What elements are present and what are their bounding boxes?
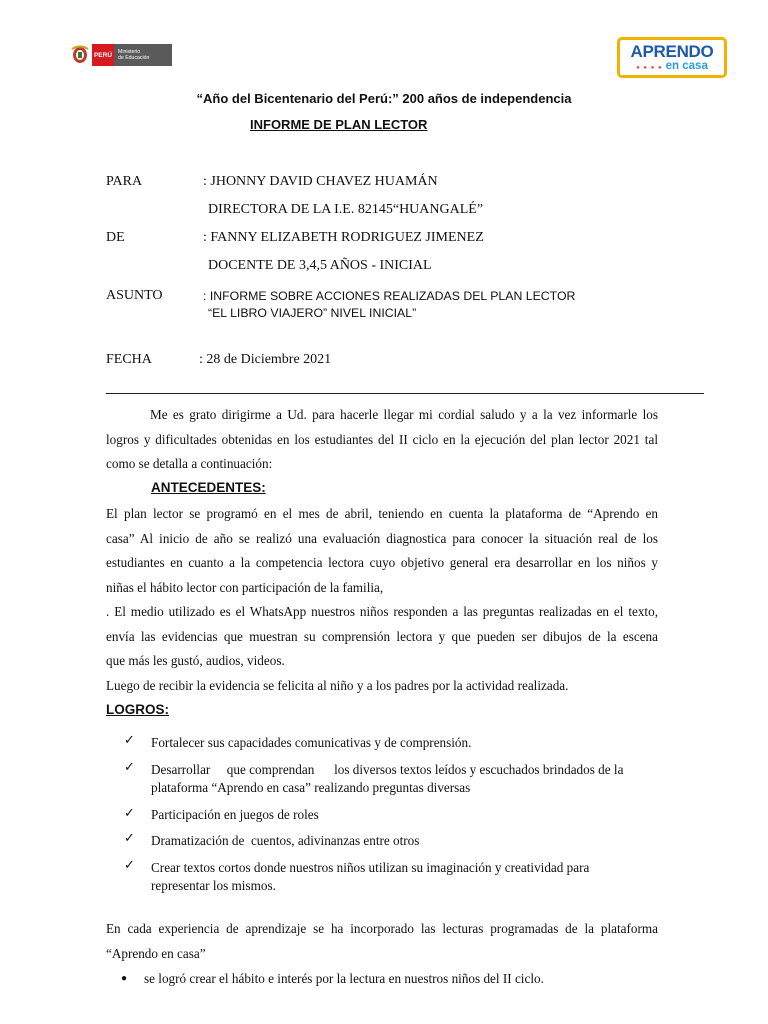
aprendo-logo-line-2: en casa — [665, 60, 708, 72]
logo-dots-icon: ● ● ● ● — [636, 65, 663, 71]
de-line-1: : FANNY ELIZABETH RODRIGUEZ JIMENEZ — [203, 230, 484, 245]
minedu-logo — [70, 44, 172, 66]
ministry-line-1: Ministerio — [118, 49, 141, 55]
antecedentes-line: . El medio utilizado es el WhatsApp nuestros niños responden a las preguntas realizadas en el texto, — [106, 604, 658, 619]
check-icon: ✓ — [124, 830, 135, 845]
check-icon: ✓ — [124, 732, 135, 747]
check-icon: ✓ — [124, 857, 135, 872]
closing-paragraph — [106, 917, 658, 966]
antecedentes-paragraph — [106, 502, 658, 698]
intro-line: Me es grato dirigirme a Ud. para hacerle llegar mi cordial saludo y a la vez informarle los — [150, 407, 658, 422]
peru-label: PERÚ — [92, 44, 114, 66]
report-title: INFORME DE PLAN LECTOR — [250, 117, 428, 132]
antecedentes-line: estudiantes en cuanto a la competencia lectora cuyo objetivo general era desarrollar en los niños y — [106, 555, 658, 570]
fecha-value: : 28 de Diciembre 2021 — [199, 352, 332, 367]
intro-paragraph — [106, 403, 658, 477]
fecha-label: FECHA — [106, 352, 152, 367]
bullet-icon: ● — [121, 973, 128, 984]
antecedentes-line: envía las evidencias que muestran su comprensión lectora y que pueden ser dibujos de la escena — [106, 628, 658, 644]
aprendo-en-casa-logo — [617, 37, 727, 78]
asunto-line-1: : INFORME SOBRE ACCIONES REALIZADAS DEL PLAN LECTOR — [203, 289, 576, 303]
antecedentes-line: niñas el hábito lector con participación de la familia, — [106, 579, 384, 595]
logro-item: Participación en juegos de roles — [151, 807, 319, 822]
logro-item: Desarrollar que comprendan los diversos textos leídos y escuchados brindados de la — [151, 762, 624, 777]
ministry-line-2: de Educación — [118, 55, 150, 61]
antecedentes-line: casa” Al inicio de año se realizó una evaluación diagnostica para conocer la situación real de los — [106, 530, 658, 546]
closing-line: En cada experiencia de aprendizaje se ha incorporado las lecturas programadas de la plataforma — [106, 921, 658, 936]
logros-heading: LOGROS: — [106, 702, 169, 717]
asunto-line-2: “EL LIBRO VIAJERO” NIVEL INICIAL” — [208, 306, 417, 320]
intro-line: logros y dificultades obtenidas en los estudiantes del II ciclo en la ejecución del plan lector 2021 tal — [106, 431, 658, 447]
divider-line — [106, 393, 704, 394]
antecedentes-line: que más les gustó, audios, videos. — [106, 653, 285, 668]
para-line-1: : JHONNY DAVID CHAVEZ HUAMÁN — [203, 174, 438, 189]
year-title: “Año del Bicentenario del Perú:” 200 años de independencia — [196, 91, 572, 106]
ministry-label — [114, 44, 172, 66]
antecedentes-line: Luego de recibir la evidencia se felicita al niño y a los padres por la actividad realizada. — [106, 677, 569, 693]
de-label: DE — [106, 230, 125, 245]
antecedentes-line: El plan lector se programó en el mes de abril, teniendo en cuenta la plataforma de “Aprendo en — [106, 506, 658, 521]
para-label: PARA — [106, 174, 143, 189]
peru-coat-of-arms-icon — [70, 44, 90, 66]
check-icon: ✓ — [124, 759, 135, 774]
asunto-label: ASUNTO — [106, 288, 163, 303]
logro-item: Fortalecer sus capacidades comunicativas y de comprensión. — [151, 735, 472, 750]
logro-item-continued: plataforma “Aprendo en casa” realizando preguntas diversas — [151, 780, 471, 795]
intro-line: como se detalla a continuación: — [106, 456, 273, 471]
aprendo-logo-line-1: APRENDO — [630, 42, 714, 61]
para-line-2: DIRECTORA DE LA I.E. 82145“HUANGALÉ” — [208, 202, 484, 217]
de-line-2: DOCENTE DE 3,4,5 AÑOS - INICIAL — [208, 258, 432, 273]
logro-item: Crear textos cortos donde nuestros niños utilizan su imaginación y creatividad para — [151, 860, 590, 875]
antecedentes-heading: ANTECEDENTES: — [151, 480, 266, 495]
logro-item-continued: representar los mismos. — [151, 878, 276, 893]
closing-line: “Aprendo en casa” — [106, 945, 206, 961]
check-icon: ✓ — [124, 805, 135, 820]
bullet-item: se logró crear el hábito e interés por la lectura en nuestros niños del II ciclo. — [144, 971, 544, 986]
logro-item: Dramatización de cuentos, adivinanzas entre otros — [151, 833, 420, 848]
